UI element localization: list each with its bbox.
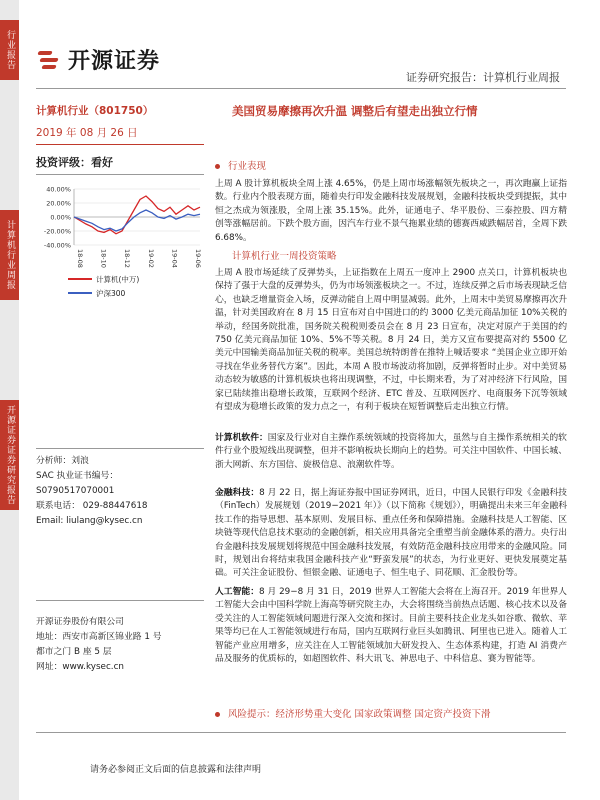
company-address-1: 地址：西安市高新区锦业路 1 号 [36,632,162,642]
x-tick-label: 18-10 [99,249,108,268]
analyst-email: Email: liulang@kysec.cn [36,516,143,526]
company-logo [36,44,160,75]
analyst-info [36,454,204,529]
software-label: 计算机软件： [215,433,268,443]
analyst-name: 分析师：刘浪 [36,456,89,466]
report-title: 美国贸易摩擦再次升温 调整后有望走出独立行情 [232,104,478,118]
investment-rating: 投资评级：看好 [36,156,113,169]
performance-chart [34,183,204,308]
y-tick-label: 40.00% [46,185,71,194]
company-website: 网址：www.kysec.cn [36,662,124,672]
ai-label: 人工智能： [215,587,260,597]
company-address-2: 都市之门 B 座 5 层 [36,647,112,657]
ai-text: 8 月 29−8 月 31 日，2019 世界人工智能大会将在上海召开。2019 年世界人工智能大会由中国科学院上海高等研究院主办，大会将围绕当前热点话题、核心技术以及备受关注的人工智能领域问题进行深入交流和探讨。目前主要科技企业龙头如谷歌、微软、苹果等均已在人工智能领域进行布局，国内互联网行业巨头如腾讯、阿里也已进入。随着人工智能产业应用增多，应关注在人工智能领域加大研发投入、生态体系构建，打造 AI 消费产品及服务的优质标的，如超图软件、科大讯飞、神思电子、中科信息、赛为智能等。 [215,587,567,665]
sac-number: S0790517070001 [36,486,115,496]
legend-label-1: 计算机(中万) [96,275,140,284]
sidebar-tab-weekly: 计算机行业周报 [0,210,19,300]
software-paragraph [215,432,567,472]
header-divider [36,88,566,89]
performance-text: 上周 A 股计算机板块全周上涨 4.65%，仍是上周市场涨幅领先板块之一，再次跑赢上证指数。行业内个股表现方面，随着央行印发金融科技发展规划，金融科技板块受到提振，其中恒之杰成为领涨股，全周上涨 35.15%。此外，证通电子、华平股份、三泰控股、四方精创等涨幅居前。下跌个股方面，因汽车行业不景气拖累业绩的德赛西威跌幅居首，全周下跌 6.68%。 [215,179,567,243]
logo-icon [36,48,62,72]
sidebar-tab-industry-report: 行业报告 [0,20,19,80]
logo-text: 开源证券 [68,49,161,74]
x-tick-label: 18-08 [76,249,84,268]
company-info [36,615,204,675]
report-type: 证券研究报告：计算机行业周报 [406,71,560,84]
y-tick-label: -40.00% [43,241,71,250]
x-tick-label: 19-02 [146,249,155,268]
footer-disclaimer: 请务必参阅正文后面的信息披露和法律声明 [90,765,262,775]
meta-divider [36,144,204,145]
x-tick-label: 18-12 [123,249,132,268]
x-tick-label: 19-06 [194,249,202,268]
y-tick-label: -20.00% [43,227,71,236]
x-tick-label: 19-04 [170,249,179,268]
software-text: 国家及行业对自主操作系统领域的投资将加大，虽然与自主操作系统相关的软件行业个股短线出现调整，但并不影响板块长期向上的趋势。可关注中国软件、中国长城、浙大网新、东方国信、旋极信息、浪潮软件等。 [215,433,567,470]
footer-divider [36,732,566,733]
company-divider [36,600,204,601]
sidebar-tab-research: 开源证券证券研究报告 [0,400,19,510]
chart-svg [34,183,204,308]
rating-divider [36,174,204,175]
y-tick-label: 20.00% [46,199,71,208]
industry-label: 计算机行业（801750） [36,105,154,117]
ai-paragraph [215,586,567,666]
left-sidebar [0,0,19,800]
legend-label-2: 沪深300 [96,289,126,298]
sac-label: SAC 执业证书编号： [36,471,119,481]
section-performance-title: 行业表现 [215,158,266,172]
strategy-text: 上周 A 股市场延续了反弹势头，上证指数在上周五一度冲上 2900 点关口，计算机板块也保持了强于大盘的反弹势头，仍为市场领涨板块之一。不过，连续反弹之后市场表现缺乏信心，也缺乏增量资金入场，反弹动能自上周中明显减弱。此外，上周末中美贸易摩擦再次升温，针对美国政府在 8 月 15 日宣布对自中国进口的约 3000 亿美元商品加征 10%关税的举动，经国务院批准，国务院关税税则委员会在 8 月 23 日宣布，决定对原产于美国的约 750 亿美元商品加征 10%、5%不等关税。8 月 24 日，美方又宣布要提高对约 5500 亿美元中国输美商品加征关税的税率。美国总统特朗普在推特上喊话要求 “美国企业立即开始寻找在华业务替代方案”。因此，本周 A 股市场波动将加剧，反弹将暂时止步。对中美贸易动态较为敏感的计算机板块也将出现调整，不过，中长期来看，为了对冲经济下行风险，国家已陆续推出稳增长政策，互联网个经济、ETC 普及、互联网医疗、电商服务下沉等领域有望成为稳增长政策的发力点之一，有利于板块在短暂调整后走出独立行情。 [215,268,567,413]
fintech-paragraph [215,487,567,581]
section-strategy-title: 计算机行业一周投资策略 [232,251,337,262]
report-date: 2019 年 08 月 26 日 [36,127,138,139]
company-name: 开源证券股份有限公司 [36,617,124,627]
y-tick-label: 0.00% [50,213,71,222]
fintech-label: 金融科技： [215,488,260,498]
risk-warning: 风险提示：经济形势重大变化 国家政策调整 国定资产投资下滑 [215,706,491,720]
analyst-divider [36,448,204,449]
analyst-phone: 联系电话： 029-88447618 [36,501,148,511]
fintech-text: 8 月 22 日，据上海证券报中国证券网讯，近日，中国人民银行印发《金融科技（FinTech）发展规划（2019−2021 年）》（以下简称《规划》），明确提出未来三年金融科技工作的指导思想、基本原则、发展目标、重点任务和保障措施。金融科技是人工智能、区块链等现代信息技术驱动的金融创新，相关应用具备完全重塑当前金融体系的潜力。央行出台金融科技发展规划将规范中国金融科技发展，有效防范金融科技应用带来的金融风险。同时，规划出台将结束我国金融科技产业“野蛮发展”的状态，为行业更好、更快发展奠定基础。可关注金证股份、恒银金融、证通电子、恒生电子、同花顺、汇金股份等。 [215,488,567,579]
